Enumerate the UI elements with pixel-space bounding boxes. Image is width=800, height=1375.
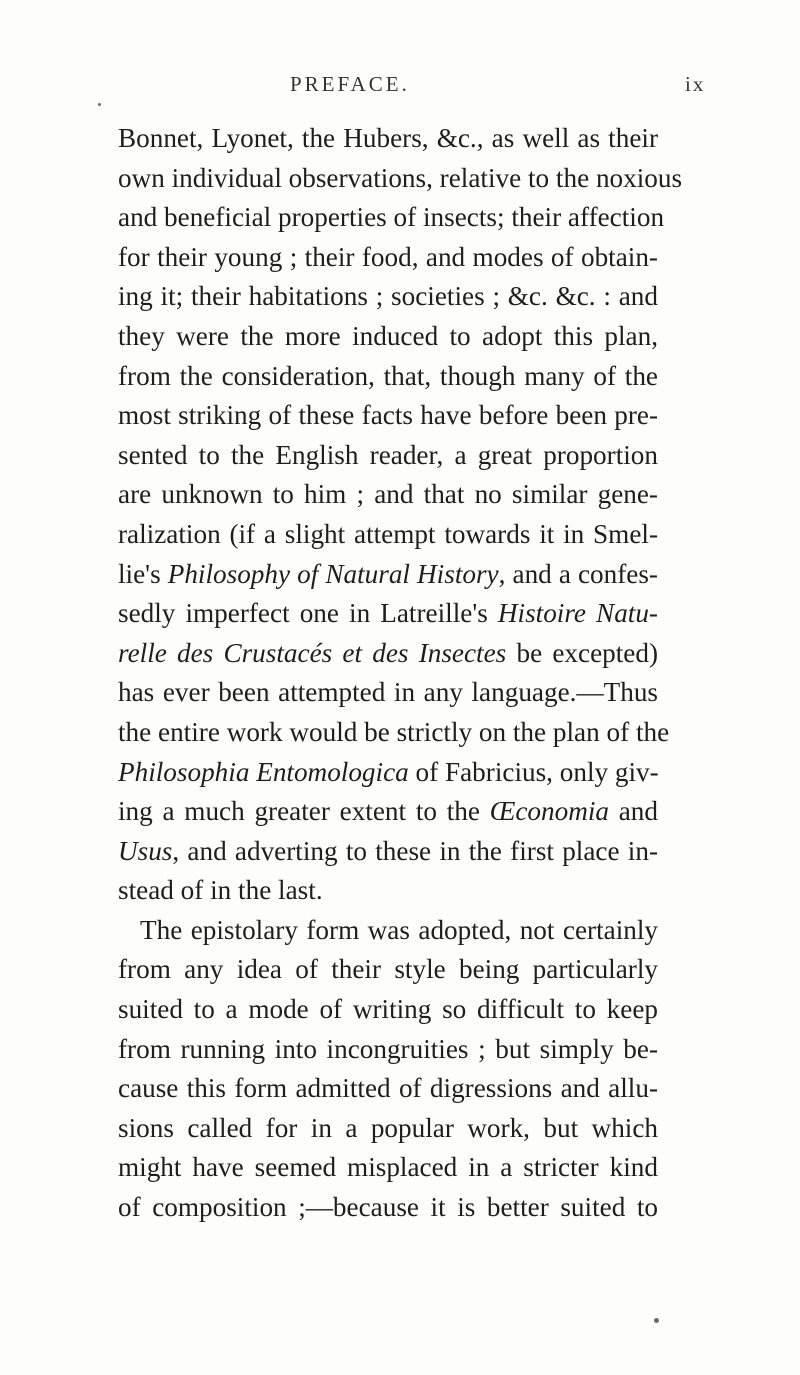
- text-line: [118, 1148, 658, 1188]
- text-line: [118, 515, 658, 555]
- text-run: from the consideration, that, though many of the: [118, 360, 658, 391]
- text-run: The epistolary form was adopted, not certainly: [140, 914, 658, 945]
- running-head: [0, 72, 800, 102]
- text-run: , and adverting to these in the first place in-: [172, 835, 658, 866]
- text-line: [118, 1109, 658, 1149]
- text-run: cause this form admitted of digressions and allu-: [118, 1073, 658, 1104]
- body-text: [118, 119, 683, 1228]
- text-line: [118, 792, 658, 832]
- text-run: for their young ; their food, and modes of obtain-: [118, 241, 658, 272]
- text-line: [118, 911, 658, 951]
- italic-title-text: Usus: [118, 835, 173, 866]
- text-line: [118, 871, 658, 911]
- text-line: [118, 990, 658, 1030]
- text-run: from running into incongruities ; but simply be-: [118, 1033, 658, 1064]
- text-run: they were the more induced to adopt this plan,: [118, 320, 658, 351]
- text-run: of composition ;—because it is better suited to: [118, 1192, 658, 1223]
- text-line: [118, 159, 683, 199]
- text-line: [118, 198, 665, 238]
- text-line: [118, 475, 658, 515]
- ink-speck: [98, 103, 101, 106]
- text-run: are unknown to him ; and that no similar gene-: [118, 479, 658, 510]
- italic-title-text: Histoire Natu-: [497, 598, 658, 629]
- text-line: [118, 1188, 658, 1228]
- text-run: lie's: [118, 558, 168, 589]
- text-run: sedly imperfect one in Latreille's: [118, 598, 498, 629]
- running-title: PREFACE.: [290, 72, 410, 96]
- text-run: ralization (if a slight attempt towards it in Smel-: [118, 518, 658, 549]
- text-line: [118, 753, 658, 793]
- text-run: ing a much greater extent to the: [118, 796, 490, 827]
- text-line: [118, 634, 658, 674]
- text-line: [118, 357, 658, 397]
- text-run: Bonnet, Lyonet, the Hubers, &c., as well as their: [118, 123, 658, 153]
- text-run: own individual observations, relative to the noxious: [118, 162, 683, 193]
- italic-title-text: Œconomia: [489, 796, 609, 827]
- text-line: [118, 238, 658, 278]
- text-run: the entire work would be strictly on the plan of the: [118, 716, 670, 747]
- ink-speck: [654, 1318, 659, 1323]
- italic-title-text: relle des Crustacés et des Insectes: [118, 637, 507, 668]
- text-run: and beneficial properties of insects; their affection: [118, 202, 665, 233]
- text-run: of Fabricius, only giv-: [408, 756, 659, 787]
- page-number: ix: [685, 72, 706, 96]
- text-run: sented to the English reader, a great proportion: [118, 439, 658, 470]
- text-run: from any idea of their style being particularly: [118, 954, 658, 985]
- text-line: [118, 1030, 658, 1070]
- text-line: [118, 436, 658, 476]
- text-run: be excepted): [506, 637, 658, 668]
- text-run: stead of in the last.: [118, 875, 323, 906]
- italic-title-text: Philosophia Entomologica: [118, 756, 409, 787]
- text-line: [118, 950, 658, 990]
- text-line: [118, 396, 658, 436]
- text-line: [118, 594, 658, 634]
- text-run: sions called for in a popular work, but which: [118, 1112, 658, 1143]
- text-run: might have seemed misplaced in a stricter kind: [118, 1152, 658, 1183]
- text-run: , and a confes-: [498, 558, 658, 589]
- text-run: suited to a mode of writing so difficult to keep: [118, 994, 658, 1025]
- text-run: most striking of these facts have before been pre-: [118, 400, 658, 431]
- text-run: ing it; their habitations ; societies ; &c. &c. : and: [118, 281, 658, 312]
- text-line: [118, 119, 658, 159]
- text-line: [118, 673, 658, 713]
- text-run: and: [608, 796, 658, 827]
- italic-title-text: Philosophy of Natural History: [167, 558, 499, 589]
- text-line: [118, 832, 658, 872]
- text-run: has ever been attempted in any language.—Thus: [118, 677, 658, 708]
- text-line: [118, 713, 670, 753]
- text-line: [118, 555, 658, 595]
- text-line: [118, 277, 658, 317]
- text-line: [118, 1069, 658, 1109]
- text-line: [118, 317, 658, 357]
